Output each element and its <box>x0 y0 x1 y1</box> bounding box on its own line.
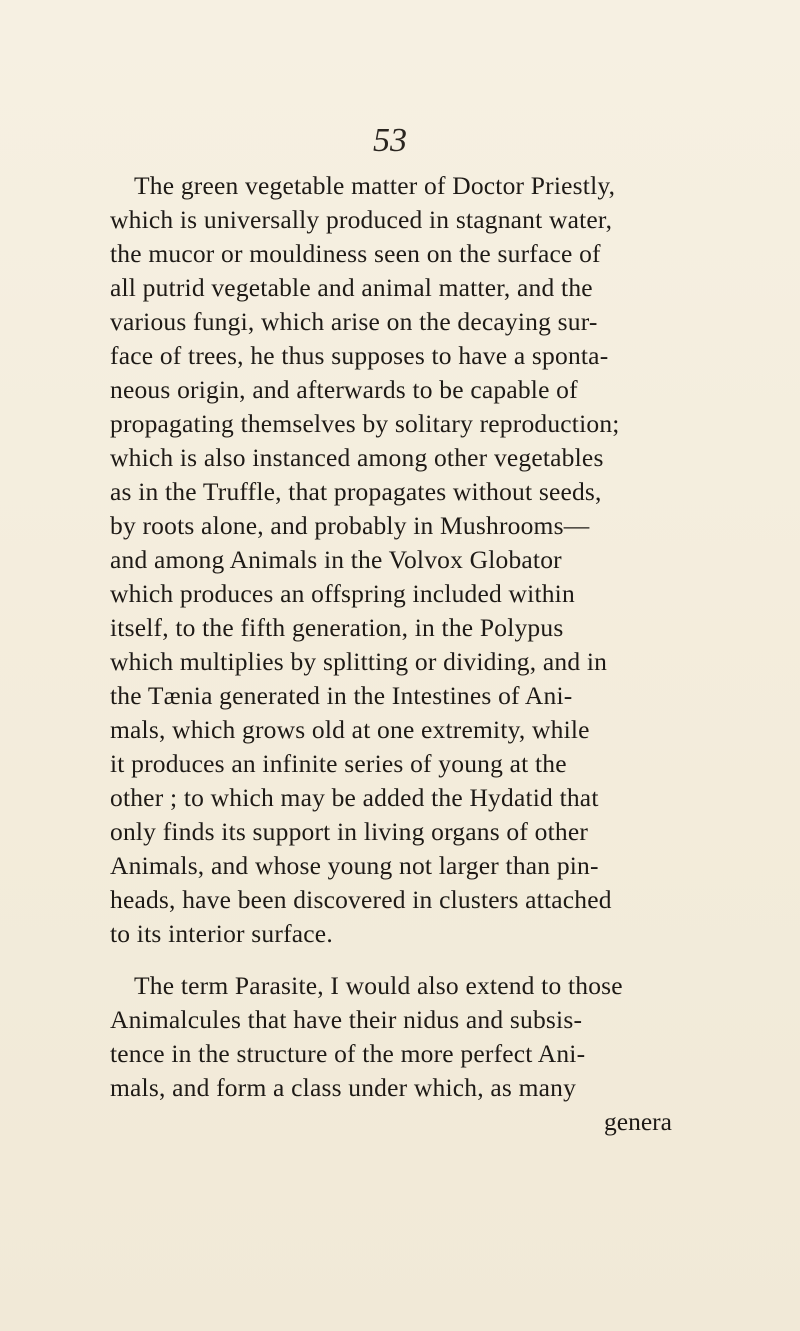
text-line: Animalcules that have their nidus and subsis- <box>110 1005 583 1034</box>
text-line: various fungi, which arise on the decaying sur- <box>110 307 598 336</box>
catchword: genera <box>604 1107 672 1136</box>
text-line: only finds its support in living organs of other <box>110 817 589 846</box>
text-line: itself, to the fifth generation, in the Polypus <box>110 613 564 642</box>
text-line: Animals, and whose young not larger than pin- <box>110 851 599 880</box>
text-line: as in the Truffle, that propagates without seeds, <box>110 477 602 506</box>
text-line: which is universally produced in stagnant water, <box>110 205 613 234</box>
text-line: it produces an infinite series of young at the <box>110 749 567 778</box>
text-line: the mucor or mouldiness seen on the surface of <box>110 239 601 268</box>
text-line: propagating themselves by solitary reproduction; <box>110 409 620 438</box>
text-line: all putrid vegetable and animal matter, and the <box>110 273 593 302</box>
text-line: to its interior surface. <box>110 919 333 948</box>
text-line: which multiplies by splitting or dividing, and in <box>110 647 608 676</box>
text-line: face of trees, he thus supposes to have a sponta- <box>110 341 609 370</box>
text-line: mals, which grows old at one extremity, while <box>110 715 590 744</box>
text-line: which is also instanced among other vegetables <box>110 443 604 472</box>
text-line: The green vegetable matter of Doctor Priestly, <box>134 171 616 200</box>
text-line: The term Parasite, I would also extend to those <box>134 971 623 1000</box>
text-line: which produces an offspring included within <box>110 579 575 608</box>
page-number: 53 <box>373 122 407 159</box>
text-line: heads, have been discovered in clusters attached <box>110 885 612 914</box>
text-line: the Tænia generated in the Intestines of Ani- <box>110 681 573 710</box>
text-line: tence in the structure of the more perfect Ani- <box>110 1039 586 1068</box>
text-line: neous origin, and afterwards to be capable of <box>110 375 578 404</box>
text-line: other ; to which may be added the Hydatid that <box>110 783 599 812</box>
text-line: mals, and form a class under which, as many <box>110 1073 577 1102</box>
text-line: and among Animals in the Volvox Globator <box>110 545 562 574</box>
text-line: by roots alone, and probably in Mushrooms— <box>110 511 590 540</box>
